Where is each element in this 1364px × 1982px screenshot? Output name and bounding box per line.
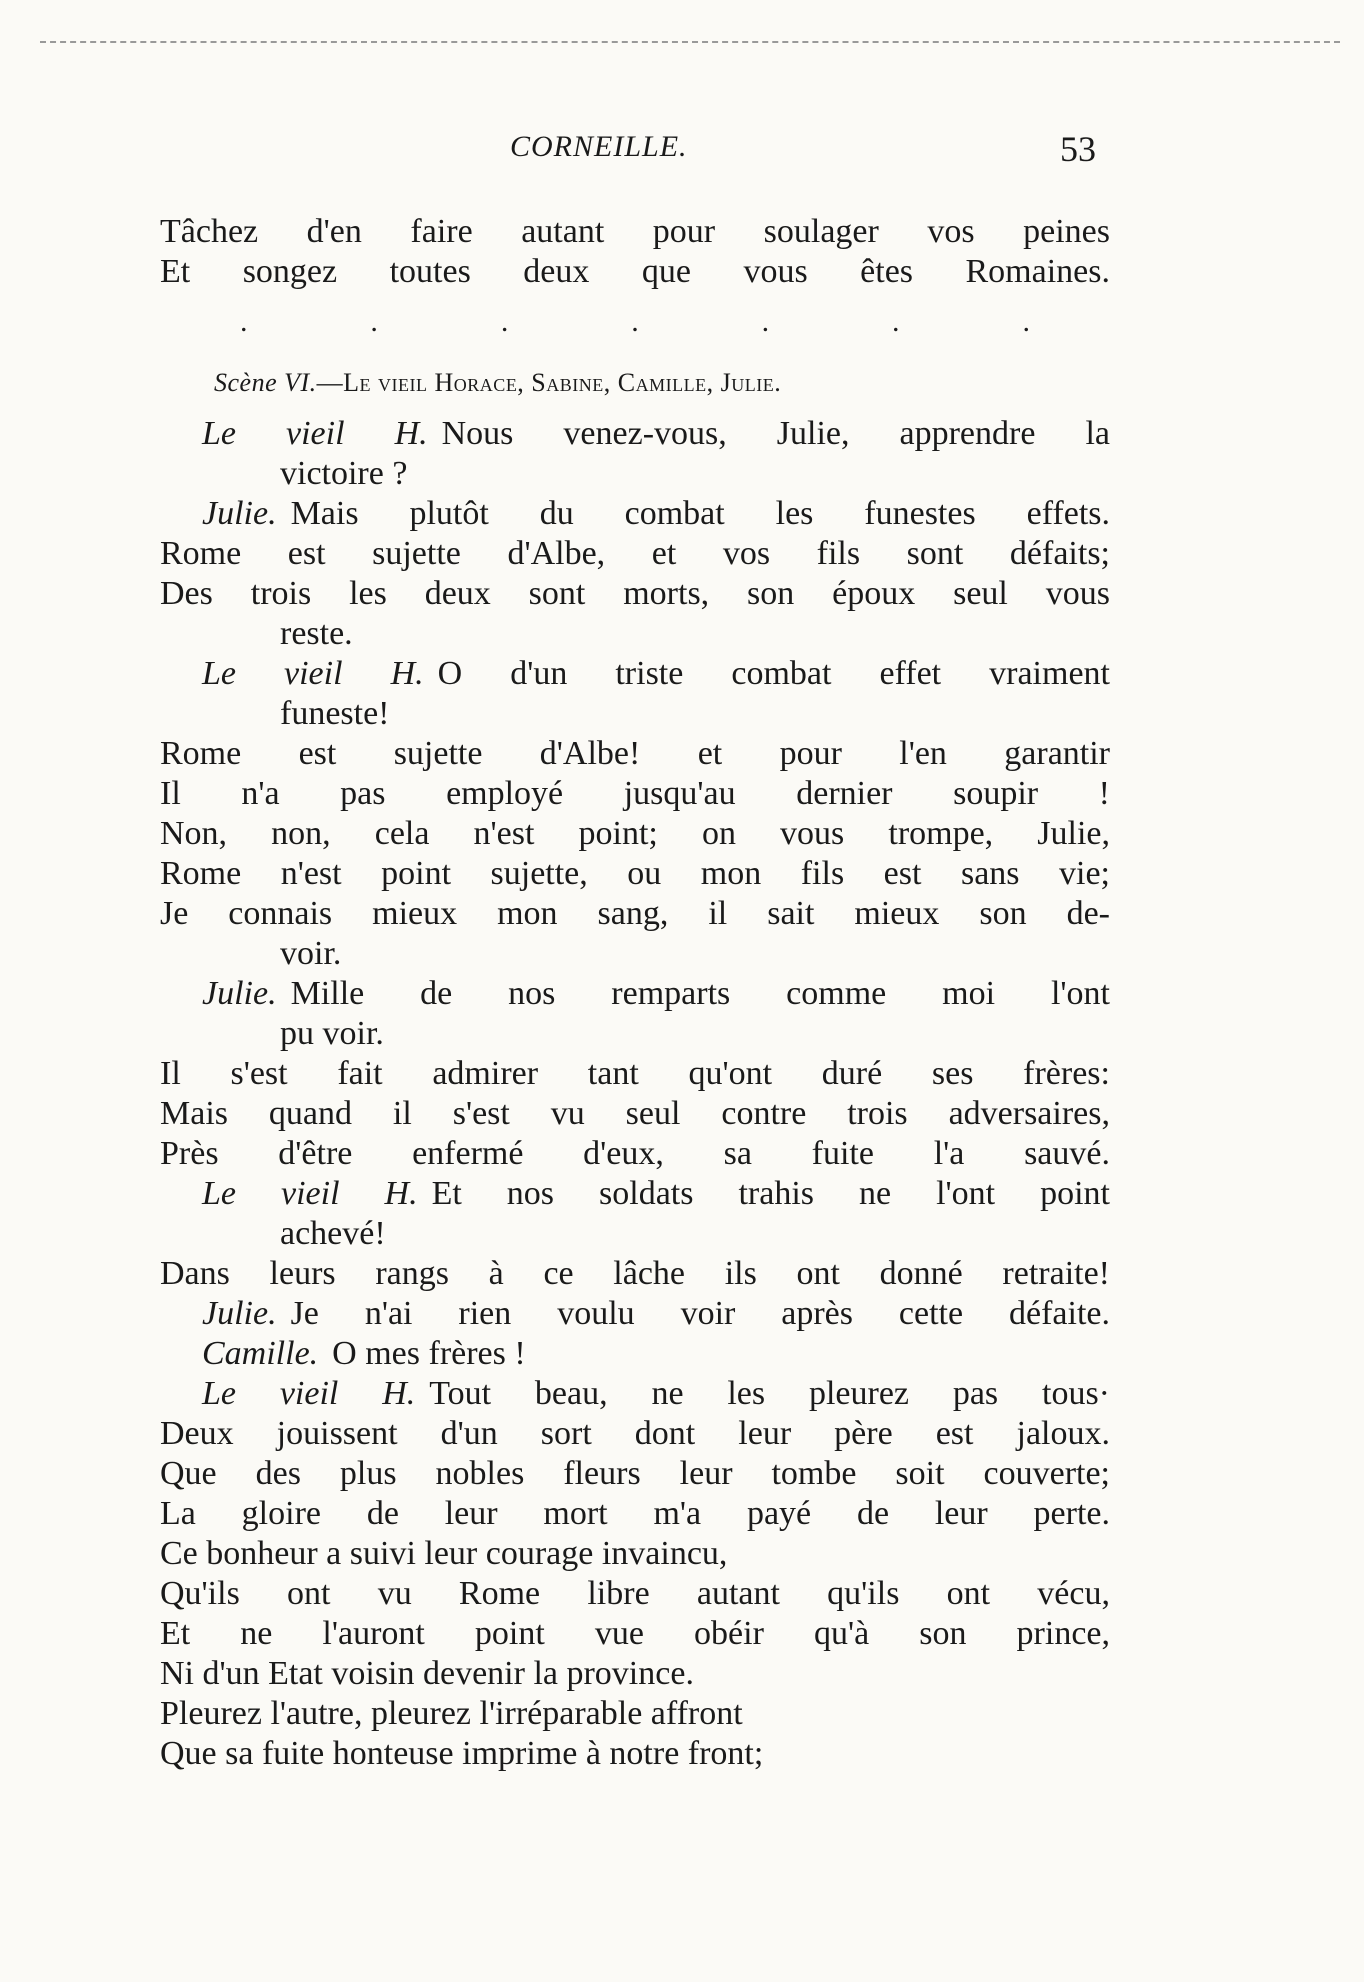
- page-header: [0, 130, 1364, 180]
- speaker-name: Le vieil H.: [202, 1375, 416, 1412]
- verse-line: [160, 1414, 1110, 1454]
- line-text: Non, non, cela n'est point; on vous trompe, Julie,: [160, 815, 1110, 852]
- speech-line: [160, 654, 1110, 694]
- line-text: Dans leurs rangs à ce lâche ils ont donné retraite!: [160, 1255, 1110, 1292]
- speaker-name: Le vieil H.: [202, 655, 424, 692]
- line-text: La gloire de leur mort m'a payé de leur perte.: [160, 1495, 1110, 1532]
- speech-line: [160, 1334, 1110, 1374]
- continuation-line: victoire ?: [280, 455, 408, 492]
- speech-line: [160, 414, 1110, 454]
- speaker-name: Camille.: [202, 1335, 319, 1372]
- line-text: Deux jouissent d'un sort dont leur père est jaloux.: [160, 1415, 1110, 1452]
- line-text: Que des plus nobles fleurs leur tombe soit couverte;: [160, 1455, 1110, 1492]
- scene-label: Scène VI.: [214, 368, 317, 397]
- line-text: O mes frères !: [332, 1335, 526, 1372]
- verse-line: [160, 1534, 1110, 1574]
- separator-dot: .: [761, 305, 770, 338]
- line-text: Mais quand il s'est vu seul contre trois adversaires,: [160, 1095, 1110, 1132]
- line-text: Rome n'est point sujette, ou mon fils est sans vie;: [160, 855, 1110, 892]
- verse-line: [160, 1574, 1110, 1614]
- speaker-name: Julie.: [202, 975, 277, 1012]
- speaker-name: Le vieil H.: [202, 415, 428, 452]
- ellipsis-separator: [160, 292, 1110, 352]
- line-text: Il s'est fait admirer tant qu'ont duré ses frères:: [160, 1055, 1110, 1092]
- verse-line: [160, 774, 1110, 814]
- page-text: [160, 212, 1110, 1774]
- separator-dot: .: [370, 305, 378, 338]
- speaker-name: Le vieil H.: [202, 1175, 418, 1212]
- line-text: Près d'être enfermé d'eux, sa fuite l'a sauvé.: [160, 1135, 1110, 1172]
- verse-line: [160, 1054, 1110, 1094]
- line-text: Je connais mieux mon sang, il sait mieux son de-: [160, 895, 1110, 932]
- verse-line: [160, 1734, 1110, 1774]
- line-text: Mille de nos remparts comme moi l'ont: [290, 975, 1110, 1012]
- verse-line: [160, 1494, 1110, 1534]
- line-text: Ce bonheur a suivi leur courage invaincu,: [160, 1535, 728, 1572]
- continuation-line: reste.: [280, 615, 353, 652]
- separator-dot: .: [892, 305, 900, 338]
- line-text: Mais plutôt du combat les funestes effets.: [290, 495, 1110, 532]
- page-number: 53: [1060, 129, 1096, 169]
- verse-line: [160, 1694, 1110, 1734]
- speech-line: [160, 1294, 1110, 1334]
- verse-line: Tâchez d'en faire autant pour soulager vos peines: [160, 213, 1110, 250]
- separator-dot: .: [631, 305, 639, 338]
- line-text: Et ne l'auront point vue obéir qu'à son prince,: [160, 1615, 1110, 1652]
- dialogue: [160, 414, 1110, 1774]
- speech-line: [160, 1174, 1110, 1214]
- line-text: Des trois les deux sont morts, son époux seul vous: [160, 575, 1110, 612]
- line-text: Rome est sujette d'Albe, et vos fils sont défaits;: [160, 535, 1110, 572]
- line-text: Je n'ai rien voulu voir après cette défaite.: [290, 1295, 1110, 1332]
- line-text: Et nos soldats trahis ne l'ont point: [431, 1175, 1110, 1212]
- speech-line: [160, 494, 1110, 534]
- line-text: Qu'ils ont vu Rome libre autant qu'ils ont vécu,: [160, 1575, 1110, 1612]
- verse-line: [160, 814, 1110, 854]
- speech-line: [160, 974, 1110, 1014]
- verse-line: [160, 1094, 1110, 1134]
- line-text: Ni d'un Etat voisin devenir la province.: [160, 1655, 694, 1692]
- scene-heading: [160, 352, 1110, 414]
- top-rule: [40, 41, 1340, 43]
- verse-line: [160, 894, 1110, 934]
- verse-line: [160, 534, 1110, 574]
- line-text: Tout beau, ne les pleurez pas tous·: [429, 1375, 1110, 1412]
- verse-line: Et songez toutes deux que vous êtes Romaines.: [160, 253, 1110, 290]
- verse-line: [160, 1254, 1110, 1294]
- speaker-name: Julie.: [202, 1295, 277, 1332]
- line-text: Il n'a pas employé jusqu'au dernier soupir !: [160, 775, 1110, 812]
- speaker-name: Julie.: [202, 495, 277, 532]
- verse-line: [160, 574, 1110, 614]
- scene-characters: —Le vieil Horace, Sabine, Camille, Julie.: [316, 368, 782, 397]
- verse-line: [160, 1454, 1110, 1494]
- verse-line: [160, 734, 1110, 774]
- speech-line: [160, 1374, 1110, 1414]
- continuation-line: funeste!: [280, 695, 390, 732]
- verse-line: [160, 1654, 1110, 1694]
- line-text: Nous venez-vous, Julie, apprendre la: [441, 415, 1110, 452]
- verse-line: [160, 1614, 1110, 1654]
- line-text: Que sa fuite honteuse imprime à notre front;: [160, 1735, 764, 1772]
- running-title: CORNEILLE.: [510, 130, 688, 163]
- line-text: Rome est sujette d'Albe! et pour l'en garantir: [160, 735, 1110, 772]
- separator-dot: .: [240, 305, 248, 338]
- line-text: O d'un triste combat effet vraiment: [437, 655, 1110, 692]
- separator-dot: .: [1022, 305, 1030, 338]
- continuation-line: pu voir.: [280, 1015, 384, 1052]
- line-text: Pleurez l'autre, pleurez l'irréparable affront: [160, 1695, 743, 1732]
- verse-line: [160, 854, 1110, 894]
- continuation-line: voir.: [280, 935, 342, 972]
- verse-line: [160, 1134, 1110, 1174]
- continuation-line: achevé!: [280, 1215, 386, 1252]
- separator-dot: .: [500, 305, 509, 338]
